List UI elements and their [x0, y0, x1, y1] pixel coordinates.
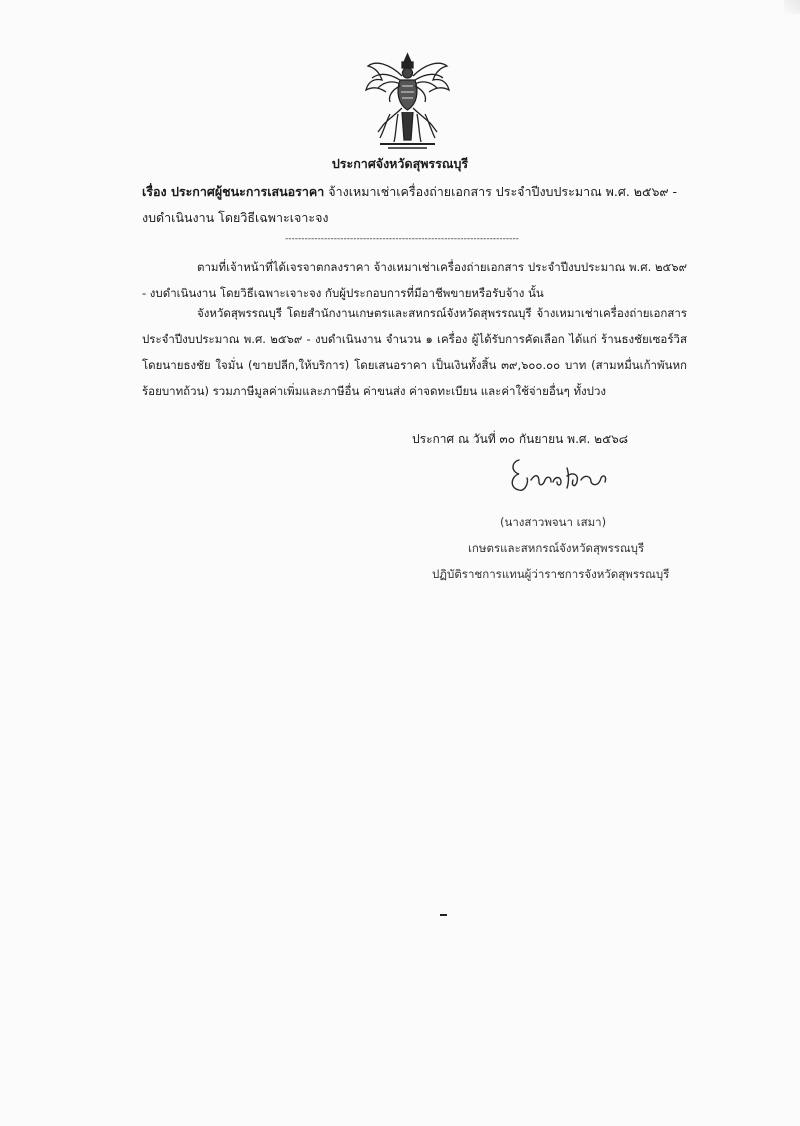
- announcement-title: ประกาศจังหวัดสุพรรณบุรี: [331, 156, 469, 171]
- paragraph-award: [142, 300, 687, 404]
- subject-label: เรื่อง ประกาศผู้ชนะการเสนอราคา: [142, 184, 325, 199]
- garuda-emblem-icon: [360, 52, 455, 152]
- handwritten-signature: [505, 452, 615, 500]
- signer-acting-role: ปฏิบัติราชการแทนผู้ว่าราชการจังหวัดสุพรรณบุรี: [432, 567, 670, 581]
- page-mark: [440, 914, 447, 916]
- scan-corner-shadow: [784, 0, 800, 14]
- paragraph-background: [142, 254, 687, 306]
- subject-text: จ้างเหมาเช่าเครื่องถ่ายเอกสาร ประจำปีงบประมาณ พ.ศ. ๒๕๖๙ - งบดำเนินงาน โดยวิธีเฉพาะเจาะจง: [142, 184, 678, 225]
- separator-line: ------------------------------------------------------------------------: [285, 234, 519, 244]
- paragraph-1-text: ตามที่เจ้าหน้าที่ได้เจรจาตกลงราคา จ้างเหมาเช่าเครื่องถ่ายเอกสาร ประจำปีงบประมาณ พ.ศ. ๒๕๖๙ - งบดำเนินงาน โดยวิธีเฉพาะเจาะจง กับผู้ประกอบการที่มีอาชีพขายหรือรับจ้าง นั้น: [142, 260, 687, 300]
- announcement-subject: [142, 179, 682, 231]
- signer-name: (นางสาวพจนา เสมา): [500, 515, 607, 529]
- signer-position: เกษตรและสหกรณ์จังหวัดสุพรรณบุรี: [468, 541, 645, 555]
- paragraph-2-text: จังหวัดสุพรรณบุรี โดยสำนักงานเกษตรและสหกรณ์จังหวัดสุพรรณบุรี จ้างเหมาเช่าเครื่องถ่ายเอกสาร ประจำปีงบประมาณ พ.ศ. ๒๕๖๙ - งบดำเนินงาน จำนวน ๑ เครื่อง ผู้ได้รับการคัดเลือก ได้แก่ ร้านธงชัยเซอร์วิส โดยนายธงชัย ใจมั่น (ขายปลีก,ให้บริการ) โดยเสนอราคา เป็นเงินทั้งสิ้น ๓๙,๖๐๐.๐๐ บาท (สามหมื่นเก้าพันหกร้อยบาทถ้วน) รวมภาษีมูลค่าเพิ่มและภาษีอื่น ค่าขนส่ง ค่าจดทะเบียน และค่าใช้จ่ายอื่นๆ ทั้งปวง: [142, 306, 687, 398]
- announcement-date: ประกาศ ณ วันที่ ๓๐ กันยายน พ.ศ. ๒๕๖๘: [412, 432, 629, 446]
